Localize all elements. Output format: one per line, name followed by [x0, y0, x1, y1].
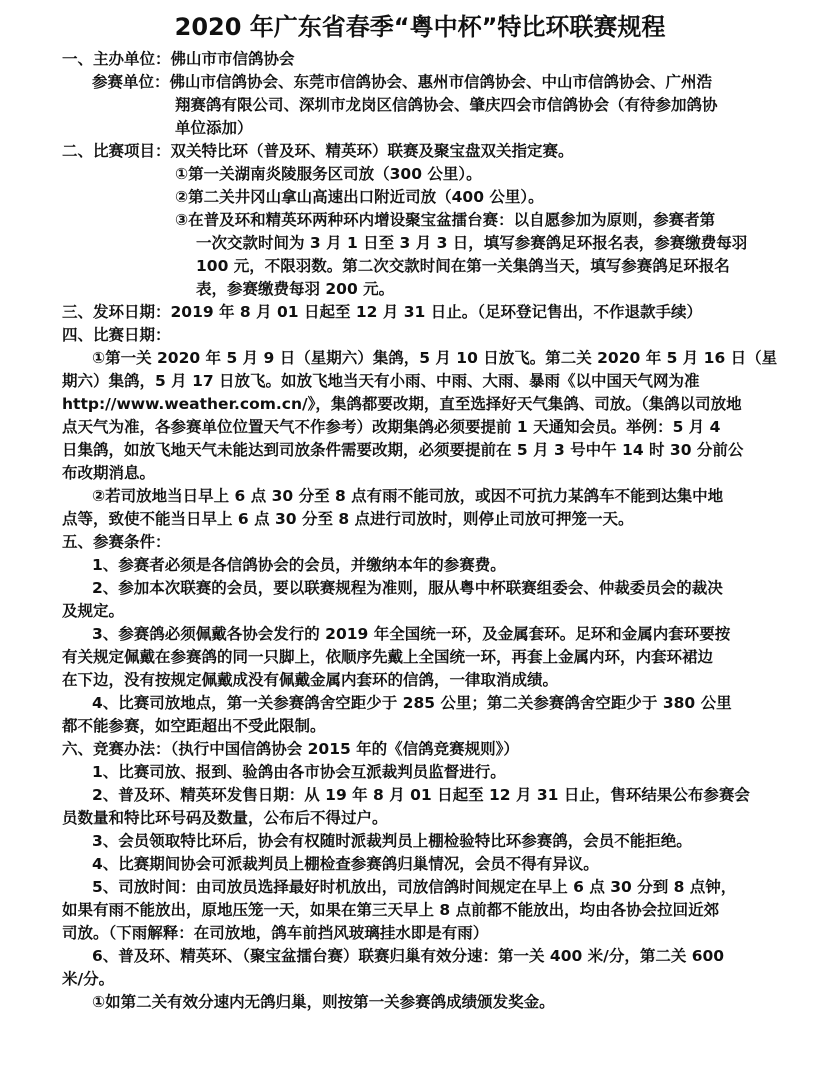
rule-3: 3、会员领取特比环后，协会有权随时派裁判员上棚检验特比环参赛鸽，会员不能拒绝。: [92, 832, 692, 850]
participants-line-3: 单位添加）: [175, 119, 253, 137]
rule-6-line-1: 6、普及环、精英环、（聚宝盆擂台赛）联赛归巢有效分速：第一关 400 米/分，第二关 600: [92, 947, 725, 965]
condition-2-line-1: 2、参加本次联赛的会员，要以联赛规程为准则，服从粤中杯联赛组委会、仲裁委员会的裁决: [92, 579, 723, 597]
condition-3-line-1: 3、参赛鸽必须佩戴各协会发行的 2019 年全国统一环，及金属套环。足环和金属内套环要按: [92, 625, 731, 643]
section-4-race-dates: 四、比赛日期：: [62, 326, 171, 344]
event-jubaopen-line-3: 100 元，不限羽数。第二次交款时间在第一关集鸽当天，填写参赛鸽足环报名: [196, 257, 730, 275]
condition-2-line-2: 及规定。: [62, 602, 125, 620]
rule-5-line-1: 5、司放时间：由司放员选择最好时机放出，司放信鸽时间规定在早上 6 点 30 分到 8 点钟，: [92, 878, 737, 896]
race-dates-p1-line-4: 点天气为准，各参赛单位位置天气不作参考）改期集鸽必须要提前 1 天通知会员。举例：5 月 4: [62, 418, 721, 436]
rule-4: 4、比赛期间协会可派裁判员上棚检查参赛鸽归巢情况，会员不得有异议。: [92, 855, 599, 873]
race-dates-p1-line-2: 期六）集鸽，5 月 17 日放飞。如放飞地当天有小雨、中雨、大雨、暴雨《以中国天气网为准: [62, 372, 700, 390]
document-title: 2020 年广东省春季“粤中杯”特比环联赛规程: [174, 13, 666, 41]
condition-4-line-2: 都不能参赛，如空距超出不受此限制。: [62, 717, 326, 735]
section-2-events: 二、比赛项目：双关特比环（普及环、精英环）联赛及聚宝盘双关指定赛。: [62, 142, 574, 160]
condition-3-line-2: 有关规定佩戴在参赛鸽的同一只脚上，依顺序先戴上全国统一环，再套上金属内环，内套环裙边: [62, 648, 714, 666]
event-jubaopen-line-4: 表，参赛缴费每羽 200 元。: [196, 280, 395, 298]
event-jubaopen-line-1: ③在普及环和精英环两种环内增设聚宝盆擂台赛：以自愿参加为原则，参赛者第: [175, 211, 716, 229]
race-dates-p2-line-1: ②若司放地当日早上 6 点 30 分至 8 点有雨不能司放，或因不可抗力某鸽车不能到达集中地: [92, 487, 724, 505]
section-3-ring-dates: 三、发环日期：2019 年 8 月 01 日起至 12 月 31 日止。（足环登记售出，不作退款手续）: [62, 303, 702, 321]
section-6-rules: 六、竞赛办法：（执行中国信鸽协会 2015 年的《信鸽竞赛规则》）: [62, 740, 519, 758]
rule-2-line-1: 2、普及环、精英环发售日期：从 19 年 8 月 01 日起至 12 月 31 日止，售环结果公布参赛会: [92, 786, 750, 804]
race-dates-p1-line-1: ①第一关 2020 年 5 月 9 日（星期六）集鸽，5 月 10 日放飞。第二关 2020 年 5 月 16 日（星: [92, 349, 778, 367]
condition-4-line-1: 4、比赛司放地点，第一关参赛鸽舍空距少于 285 公里；第二关参赛鸽舍空距少于 380 公里: [92, 694, 732, 712]
event-stage-2: ②第二关井冈山拿山高速出口附近司放（400 公里）。: [175, 188, 544, 206]
event-stage-1: ①第一关湖南炎陵服务区司放（300 公里）。: [175, 165, 482, 183]
condition-3-line-3: 在下边，没有按规定佩戴成没有佩戴金属内套环的信鸽，一律取消成绩。: [62, 671, 559, 689]
race-dates-p1-line-5: 日集鸽，如放飞地天气未能达到司放条件需要改期，必须要提前在 5 月 3 号中午 14 时 30 分前公: [62, 441, 744, 459]
section-5-conditions: 五、参赛条件：: [62, 533, 171, 551]
race-dates-p2-line-2: 点等，致使不能当日早上 6 点 30 分至 8 点进行司放时，则停止司放可押笼一天。: [62, 510, 634, 528]
rule-1: 1、比赛司放、报到、验鸽由各市协会互派裁判员监督进行。: [92, 763, 506, 781]
race-dates-p1-line-6: 布改期消息。: [62, 464, 156, 482]
rule-2-line-2: 员数量和特比环号码及数量，公布后不得过户。: [62, 809, 388, 827]
rule-6-note: ①如第二关有效分速内无鸽归巢，则按第一关参赛鸽成绩颁发奖金。: [92, 993, 555, 1011]
event-jubaopen-line-2: 一次交款时间为 3 月 1 日至 3 月 3 日，填写参赛鸽足环报名表，参赛缴费每羽: [196, 234, 748, 252]
participants-line-2: 翔赛鸽有限公司、深圳市龙岗区信鸽协会、肇庆四会市信鸽协会（有待参加鸽协: [175, 96, 718, 114]
section-1-organizer: 一、主办单位：佛山市市信鸽协会: [62, 50, 295, 68]
rule-6-line-2: 米/分。: [62, 970, 115, 988]
rule-5-line-2: 如果有雨不能放出，原地压笼一天，如果在第三天早上 8 点前都不能放出，均由各协会拉回近郊: [62, 901, 720, 919]
participants-line-1: 参赛单位：佛山市信鸽协会、东莞市信鸽协会、惠州市信鸽协会、中山市信鸽协会、广州浩: [92, 73, 713, 91]
rule-5-line-3: 司放。（下雨解释：在司放地，鸽车前挡风玻璃挂水即是有雨）: [62, 924, 489, 942]
race-dates-p1-line-3: http://www.weather.com.cn/》，集鸽都要改期，直至选择好天气集鸽、司放。（集鸽以司放地: [62, 395, 742, 413]
condition-1: 1、参赛者必须是各信鸽协会的会员，并缴纳本年的参赛费。: [92, 556, 506, 574]
